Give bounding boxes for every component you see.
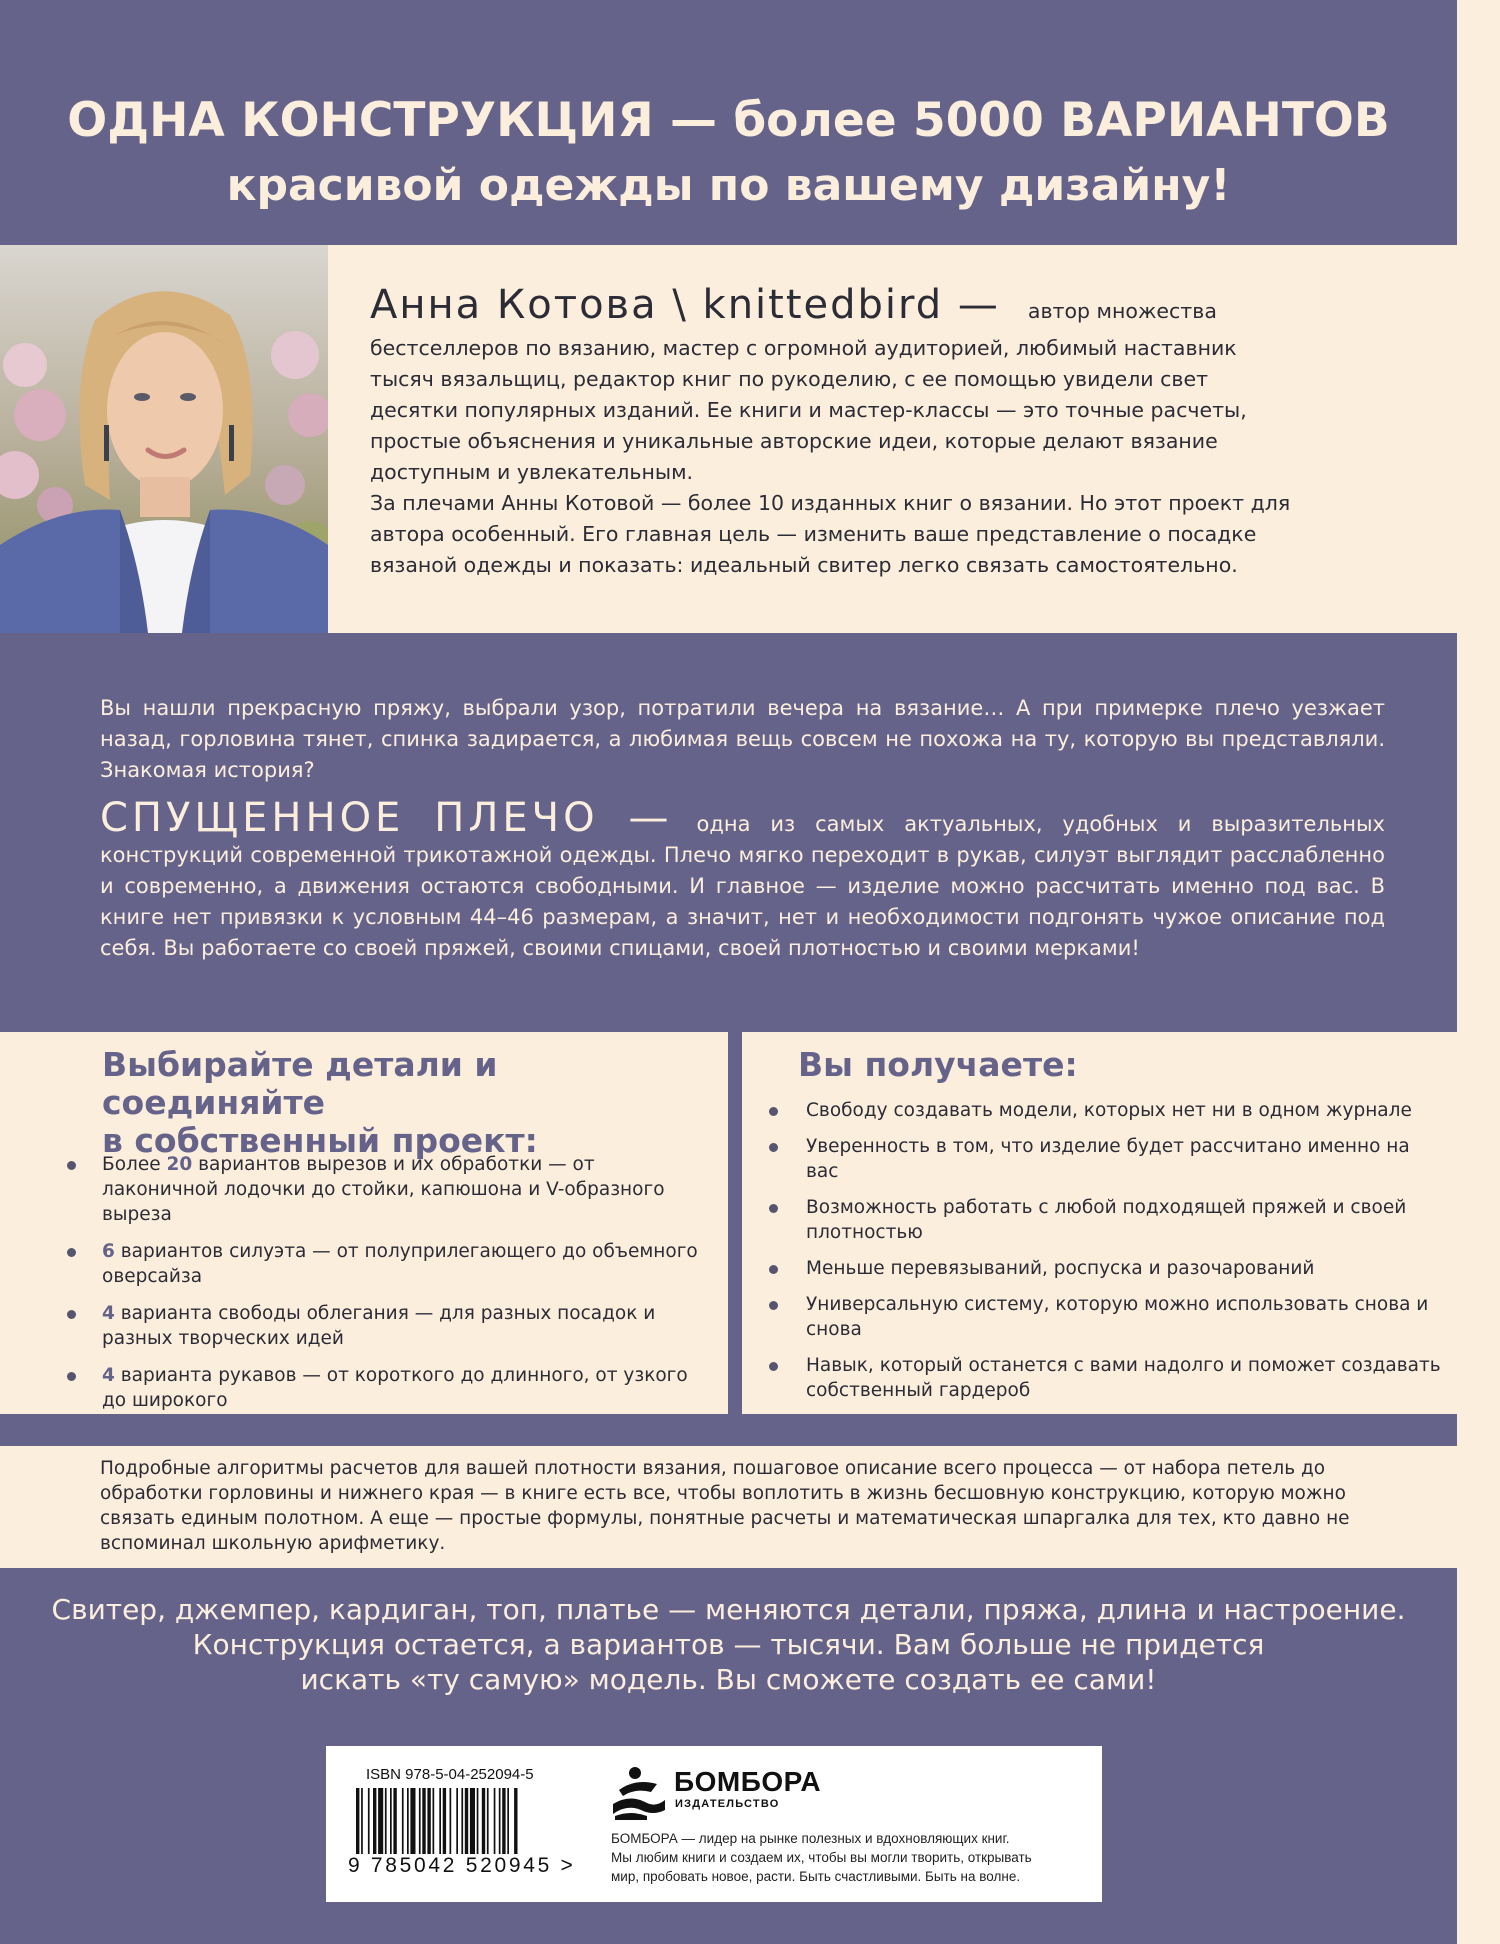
publisher-subtitle: ИЗДАТЕЛЬСТВО bbox=[675, 1798, 780, 1810]
closing-line-2: Конструкция остается, а вариантов — тысячи. Вам больше не придется bbox=[192, 1628, 1265, 1661]
bullet-icon bbox=[769, 1143, 778, 1152]
right-cream-margin bbox=[1457, 0, 1500, 1944]
item-text: Меньше перевязываний, роспуска и разочарований bbox=[806, 1258, 1315, 1279]
story-intro: Вы нашли прекрасную пряжу, выбрали узор, потратили вечера на вязание… А при примерке плечо уезжает назад, горловина тянет, спинка задирается, а любимая вещь совсем не похожа на ту, которую вы представляли. Знакомая история? bbox=[100, 696, 1385, 782]
section-divider bbox=[0, 1414, 1457, 1446]
bullet-icon bbox=[769, 1204, 778, 1213]
list-item bbox=[65, 1363, 715, 1413]
details-heading-line-2: в собственный проект: bbox=[102, 1121, 538, 1160]
item-number: 4 bbox=[102, 1303, 115, 1324]
author-section bbox=[0, 245, 1457, 633]
details-list bbox=[65, 1152, 715, 1425]
details-heading-line-1: Выбирайте детали и соединяйте bbox=[102, 1045, 498, 1122]
publisher-desc-line-1: БОМБОРА — лидер на рынке полезных и вдохновляющих книг. bbox=[611, 1831, 1010, 1846]
bombora-wave-logo-icon bbox=[611, 1764, 667, 1820]
author-intro-line-5: доступным и увлекательным. bbox=[370, 460, 694, 484]
author-bio-line-0: За плечами Анны Котовой — более 10 изданных книг о вязании. Но этот проект для bbox=[370, 491, 1291, 515]
publisher-desc-line-3: мир, пробовать новое, расти. Быть счастливыми. Быть на волне. bbox=[611, 1869, 1021, 1884]
list-item bbox=[65, 1152, 715, 1227]
header-banner bbox=[0, 0, 1457, 245]
details-heading bbox=[102, 1046, 728, 1160]
item-text: Универсальную систему, которую можно использовать снова и снова bbox=[806, 1294, 1429, 1340]
bullet-icon bbox=[769, 1265, 778, 1274]
bullet-icon bbox=[769, 1107, 778, 1116]
item-text: Уверенность в том, что изделие будет рассчитано именно на вас bbox=[806, 1136, 1410, 1182]
isbn-number: ISBN 978-5-04-252094-5 bbox=[366, 1766, 534, 1783]
list-item bbox=[65, 1301, 715, 1351]
footer-section bbox=[0, 1568, 1457, 1944]
dropped-shoulder-text: одна из самых актуальных, удобных и выразительных конструкций современной трикотажной одежды. Плечо мягко переходит в рукав, силуэт выглядит расслабленно и современно, а движения остаются свободными. И главное — изделие можно рассчитать именно под вас. В книге нет привязки к условным 44–46 размерам, а значит, нет и необходимости подгонять чужое описание под себя. Вы работаете со своей пряжей, своими спицами, своей плотностью и своими мерками! bbox=[100, 812, 1385, 960]
author-intro-line-4: простые объяснения и уникальные авторские идеи, которые делают вязание bbox=[370, 429, 1218, 453]
column-divider bbox=[728, 1032, 742, 1414]
closing-line-1: Свитер, джемпер, кардиган, топ, платье — меняются детали, пряжа, длина и настроение. bbox=[51, 1593, 1406, 1626]
item-number: 6 bbox=[102, 1241, 115, 1262]
list-item bbox=[767, 1134, 1447, 1184]
author-photo bbox=[0, 245, 328, 633]
item-text: вариантов силуэта — от полуприлегающего до объемного оверсайза bbox=[102, 1241, 698, 1287]
benefits-list bbox=[767, 1098, 1447, 1414]
algorithm-section bbox=[0, 1446, 1457, 1568]
item-number: 4 bbox=[102, 1365, 115, 1386]
item-text: Свободу создавать модели, которых нет ни в одном журнале bbox=[806, 1100, 1412, 1121]
author-name: Анна Котова \ knittedbird — bbox=[370, 282, 1000, 328]
bullet-icon bbox=[67, 1248, 76, 1257]
author-bio-line-2: вязаной одежды и показать: идеальный свитер легко связать самостоятельно. bbox=[370, 553, 1238, 577]
author-intro-line-2: тысяч вязальщиц, редактор книг по рукоделию, с ее помощью увидели свет bbox=[370, 367, 1209, 391]
publisher-name: БОМБОРА bbox=[674, 1766, 822, 1797]
benefits-column bbox=[742, 1032, 1457, 1414]
dropped-shoulder-heading: СПУЩЕННОЕ ПЛЕЧО — bbox=[100, 795, 673, 841]
barcode-digits: 9 785042 520945 > bbox=[348, 1854, 576, 1877]
author-bio-line-1: автора особенный. Его главная цель — изменить ваше представление о посадке bbox=[370, 522, 1257, 546]
author-first-line bbox=[370, 283, 1420, 333]
bullet-icon bbox=[67, 1161, 76, 1170]
item-number: 20 bbox=[166, 1154, 193, 1175]
bullet-icon bbox=[769, 1301, 778, 1310]
publisher-description bbox=[611, 1829, 1081, 1886]
item-text: Навык, который останется с вами надолго и поможет создавать собственный гардероб bbox=[806, 1355, 1441, 1401]
details-column bbox=[0, 1032, 728, 1414]
list-item bbox=[65, 1239, 715, 1289]
algorithm-text: Подробные алгоритмы расчетов для вашей плотности вязания, пошаговое описание всего процесса — от набора петель до обработки горловины и нижнего края — в книге есть все, чтобы воплотить в жизнь бесшовную конструкцию, которую можно связать единым полотном. А еще — простые формулы, понятные расчеты и математическая шпаргалка для тех, кто давно не вспоминал школьную арифметику. bbox=[100, 1458, 1350, 1554]
author-intro-line-0: автор множества bbox=[1027, 299, 1217, 323]
author-intro-line-1: бестселлеров по вязанию, мастер с огромной аудиторией, любимый наставник bbox=[370, 336, 1237, 360]
item-text: вариантов вырезов и их обработки — от лаконичной лодочки до стойки, капюшона и V-образного выреза bbox=[102, 1154, 665, 1225]
publisher-desc-line-2: Мы любим книги и создаем их, чтобы вы могли творить, открывать bbox=[611, 1850, 1032, 1865]
bullet-icon bbox=[67, 1372, 76, 1381]
author-bio bbox=[370, 283, 1420, 581]
closing-line-3: искать «ту самую» модель. Вы сможете создать ее сами! bbox=[300, 1663, 1157, 1696]
list-item bbox=[767, 1292, 1447, 1342]
item-text: варианта рукавов — от короткого до длинного, от узкого до широкого bbox=[102, 1365, 688, 1411]
closing-text bbox=[0, 1592, 1457, 1697]
barcode-panel bbox=[326, 1746, 1102, 1902]
list-item bbox=[767, 1256, 1447, 1281]
headline-main: ОДНА КОНСТРУКЦИЯ — более 5000 ВАРИАНТОВ bbox=[67, 93, 1390, 148]
bullet-icon bbox=[769, 1362, 778, 1371]
item-text: варианта свободы облегания — для разных посадок и разных творческих идей bbox=[102, 1303, 656, 1349]
story-section bbox=[0, 633, 1457, 1032]
benefits-heading: Вы получаете: bbox=[798, 1045, 1078, 1084]
list-item bbox=[767, 1353, 1447, 1403]
headline-sub: красивой одежды по вашему дизайну! bbox=[226, 160, 1231, 211]
author-intro-line-3: десятки популярных изданий. Ее книги и мастер-классы — это точные расчеты, bbox=[370, 398, 1247, 422]
barcode-icon bbox=[356, 1788, 566, 1854]
item-prefix: Более bbox=[102, 1154, 167, 1175]
story-body bbox=[100, 795, 1385, 964]
list-item bbox=[767, 1098, 1447, 1123]
item-text: Возможность работать с любой подходящей пряжей и своей плотностью bbox=[806, 1197, 1407, 1243]
bullet-icon bbox=[67, 1310, 76, 1319]
list-item bbox=[767, 1195, 1447, 1245]
